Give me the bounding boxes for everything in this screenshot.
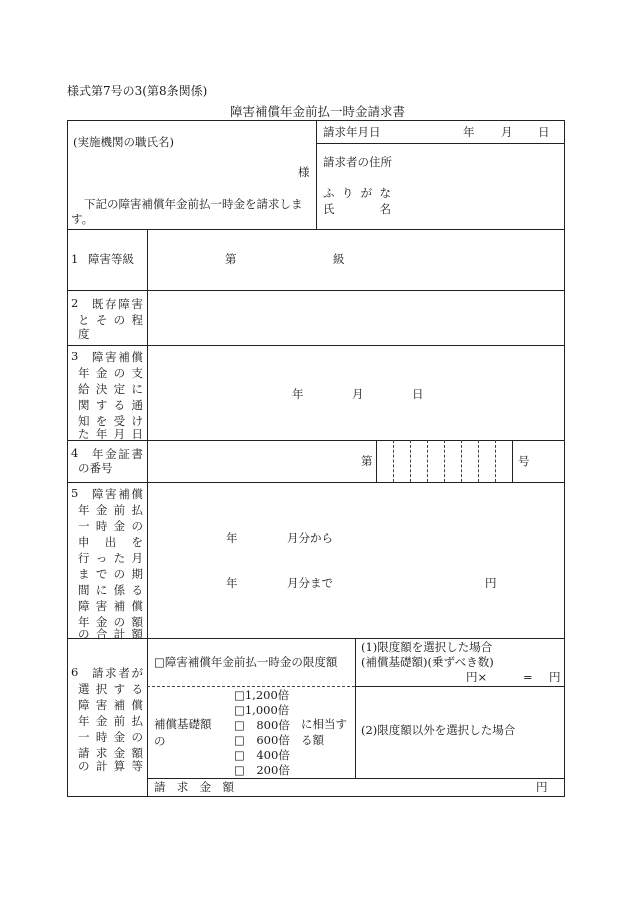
row5-label-2: 年金前払 [78,503,143,517]
row3-label-4: 関する通 [78,398,143,412]
row2-label-3: 度 [78,327,90,341]
row5-label-10: の合計額 [78,627,143,641]
request-text-line2: す。 [71,212,94,226]
row6-label-3: 障害補償 [78,698,143,712]
multiplier-800[interactable]: □ 800倍 [234,718,290,732]
request-text-line1: 下記の障害補償年金前払一時金を請求しま [84,197,303,211]
multiplier-600[interactable]: □ 600倍 [234,733,290,747]
row5-label-6: までの期 [78,567,143,581]
row4-suffix: 号 [518,454,530,468]
row3-label-3: 給決定に [78,382,143,396]
row6-label-7: の計算等 [78,759,143,773]
row3-number: 3 [71,349,79,363]
row4-label-2: の番号 [78,461,113,475]
row6-label-6: 請求金額 [78,746,143,760]
row4-number: 4 [71,446,79,460]
case1-equals: = [523,670,533,684]
row1-number: 1 [71,252,79,266]
equivalent-line1: に相当す [301,717,347,731]
row5-yen: 円 [485,576,497,590]
row5-label-5: 行った月 [78,551,143,565]
row3-label-5: 知を受け [78,414,143,428]
case1-yen: 円× [466,670,488,684]
multiplier-200[interactable]: □ 200倍 [234,763,290,777]
row5-label-8: 障害補償 [78,599,143,613]
row3-year: 年 [292,387,304,401]
row5-month-from: 月分から [287,531,333,545]
row3-label-6: た年月日 [78,427,143,441]
row5-label-3: 一時金の [78,519,143,533]
row5-label-1: 障害補償 [92,487,143,501]
case1-yen-result: 円 [549,670,561,684]
case2-label: (2)限度額以外を選択した場合 [361,723,516,737]
row4-prefix: 第 [361,454,373,468]
row3-label-2: 年金の支 [78,366,143,380]
form-title: 障害補償年金前払一時金請求書 [230,104,406,119]
row2-label-1: 既存障害 [92,297,143,311]
date-label: 請求年月日 [323,125,381,139]
row1-dai: 第 [225,252,237,266]
name-label: 氏名 [323,202,391,216]
row2-label-2: とその程 [78,313,143,327]
base-amount-label: 補償基礎額 [154,717,212,731]
row3-day: 日 [412,387,424,401]
row6-label-2: 選択する [78,682,143,696]
case1-line1: (1)限度額を選択した場合 [361,640,493,654]
multiplier-1200[interactable]: □1,200倍 [234,688,290,702]
furigana-label: ふりがな [323,186,391,200]
total-label: 請求金額 [154,780,234,794]
row4-label-1: 年金証書 [92,447,143,461]
row3-month: 月 [352,387,364,401]
row5-month-to: 月分まで [287,576,333,590]
row5-label-7: 間に係る [78,583,143,597]
form-id: 様式第7号の3(第8条関係) [67,84,208,98]
row2-number: 2 [71,296,79,310]
row5-label-4: 申出を [78,535,143,549]
honorific: 様 [298,165,310,179]
case1-line2: (補償基礎額)(乗ずべき数) [361,655,494,669]
date-month-unit: 月 [501,125,513,139]
row6-label-1: 請求者が [92,666,143,680]
row5-year-to: 年 [226,576,238,590]
date-year-unit: 年 [463,125,475,139]
multiplier-1000[interactable]: □1,000倍 [234,703,290,717]
limit-option[interactable]: □障害補償年金前払一時金の限度額 [154,655,338,669]
row6-label-4: 年金前払 [78,714,143,728]
row5-number: 5 [71,486,79,500]
row6-label-5: 一時金の [78,730,143,744]
row5-year-from: 年 [226,531,238,545]
row1-label: 障害等級 [88,252,134,266]
row6-number: 6 [71,665,79,679]
address-label: 請求者の住所 [323,155,392,169]
agency-label: (実施機関の職氏名) [73,135,174,149]
date-day-unit: 日 [538,125,550,139]
total-yen: 円 [536,780,548,794]
base-amount-label-2: の [154,734,166,748]
multiplier-400[interactable]: □ 400倍 [234,748,290,762]
row5-label-9: 年金の額 [78,615,143,629]
row1-kyu: 級 [333,252,345,266]
row3-label-1: 障害補償 [92,350,143,364]
equivalent-line2: る額 [301,733,324,747]
